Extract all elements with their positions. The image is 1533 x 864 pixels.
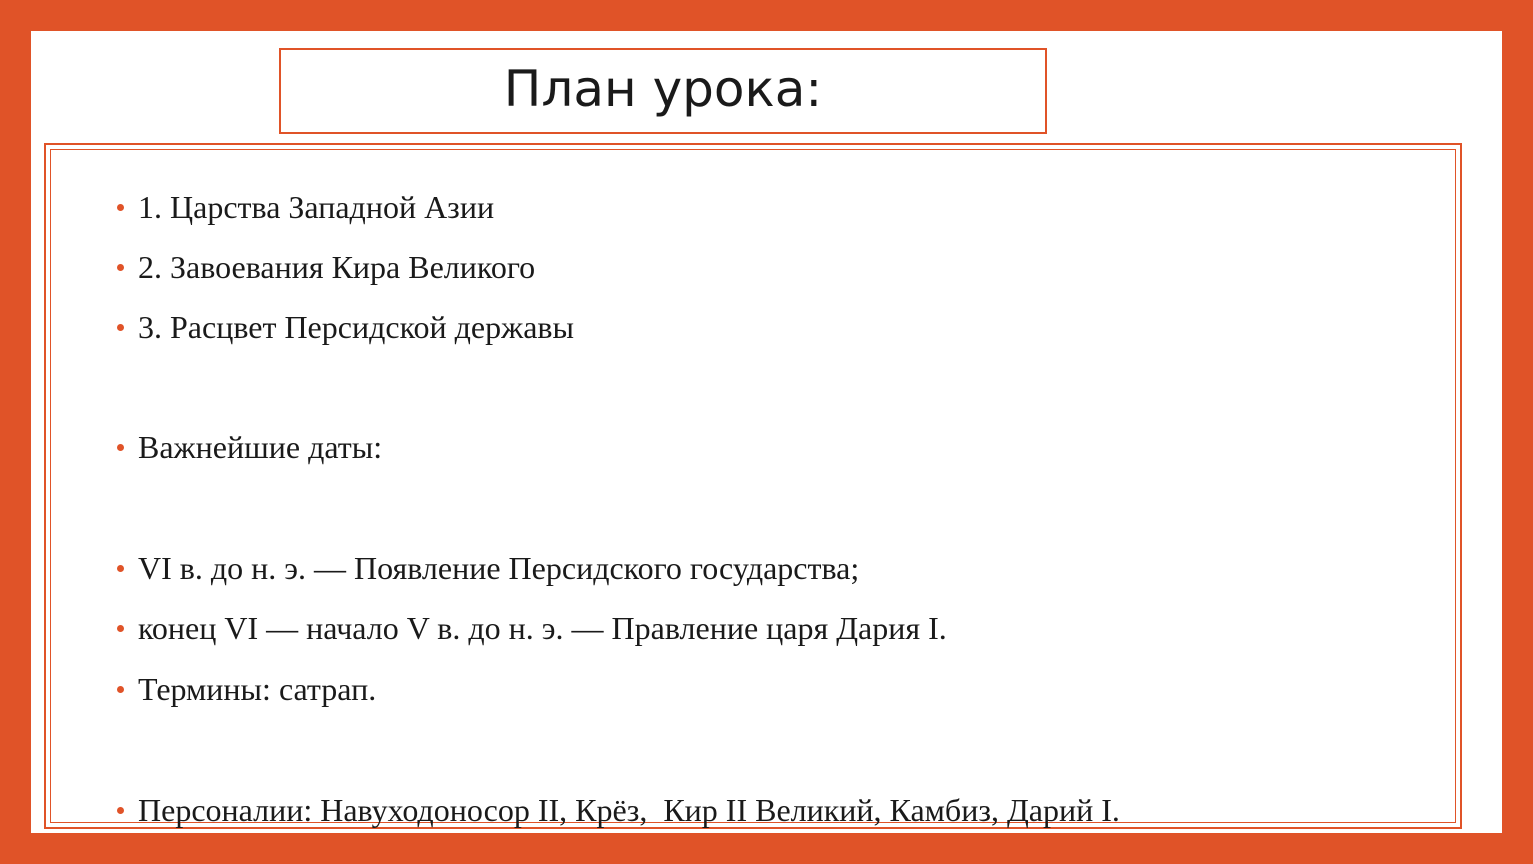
list-item (69, 762, 1120, 858)
list-item-text: Персоналии: Навуходоносор II, Крёз, Кир II Великий, Камбиз, Дарий I. (138, 792, 1120, 828)
list-item-text: конец VI — начало V в. до н. э. — Правление царя Дария I. (138, 610, 947, 646)
bullet-icon (117, 444, 124, 451)
list-item-text: Термины: сатрап. (138, 671, 377, 707)
bullet-icon (117, 625, 124, 632)
bullet-icon (117, 565, 124, 572)
list-item (69, 641, 376, 737)
list-item-text: 1. Царства Западной Азии (138, 189, 495, 225)
bullet-icon (117, 686, 124, 693)
bullet-icon (117, 324, 124, 331)
bullet-icon (117, 807, 124, 814)
bullet-icon (117, 204, 124, 211)
list-item-text: VI в. до н. э. — Появление Персидского государства; (138, 550, 860, 586)
list-item (69, 279, 574, 375)
slide (31, 31, 1502, 833)
slide-title: План урока: (503, 60, 823, 118)
list-item-text: 2. Завоевания Кира Великого (138, 249, 536, 285)
list-item-text: 3. Расцвет Персидской державы (138, 309, 575, 345)
title-box (279, 48, 1047, 134)
bullet-icon (117, 264, 124, 271)
list-item (69, 399, 382, 495)
list-item-text: Важнейшие даты: (138, 429, 383, 465)
content-box (44, 143, 1462, 829)
